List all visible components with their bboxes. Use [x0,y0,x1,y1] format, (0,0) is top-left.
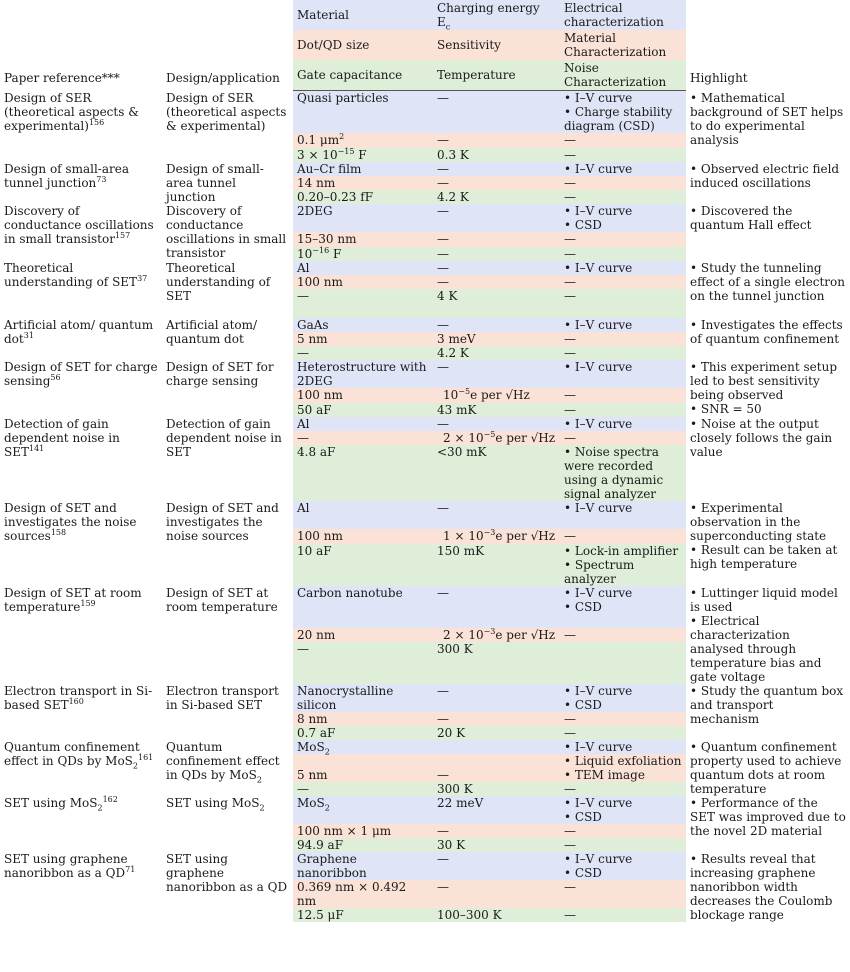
electrical-characterization-item: • CSD [564,218,682,232]
dot-size: 8 nm [293,712,433,726]
gate-capacitance: 0.20–0.23 fF [293,190,433,204]
material-characterization: — [560,628,686,642]
design-application: Design of small-area tunnel junction [166,162,264,204]
highlight [686,586,850,684]
sensitivity: — [433,754,560,782]
highlight [686,91,850,163]
design-application: Design of SER (theoretical aspects & experimental) [166,90,287,133]
design-application: Detection of gain dependent noise in SET [166,417,282,459]
sensitivity: — [433,824,560,838]
highlight-item: • Observed electric field induced oscillations [690,162,846,190]
header-highlight: Highlight [690,70,748,85]
sensitivity: — [433,133,560,148]
temperature: 4.2 K [433,346,560,360]
design-application: Electron transport in Si-based SET [166,684,279,712]
sensitivity: — [433,880,560,908]
highlight-item: • Study the quantum box and transport mechanism [690,684,846,726]
gate-capacitance: $3 \times 10^{-15}$ F [293,148,433,162]
highlight-item: • Performance of the SET was improved due to the novel 2D material [690,796,846,838]
electrical-characterization-item: • I–V curve [564,204,682,218]
charging-energy: — [433,684,560,712]
paper-reference: Quantum confinement effect in QDs by MoS$_2^{161}$ [4,740,154,771]
noise-characterization: — [560,403,686,417]
electrical-characterization-item: • CSD [564,810,682,824]
header-paper-reference: Paper reference*** [4,70,120,85]
electrical-characterization-item: • I–V curve [564,360,682,374]
temperature: 300 K [433,642,560,684]
gate-capacitance: $10^{-16}$ F [293,247,433,261]
design-application: Design of SET and investigates the noise sources [166,501,279,543]
table-row [0,417,850,431]
electrical-characterization-item: • I–V curve [564,318,682,332]
header-noise-characterization: Noise Characterization [560,60,686,91]
electrical-characterization [560,501,686,529]
electrical-characterization-item: • I–V curve [564,501,682,515]
temperature: 150 mK [433,544,560,586]
electrical-characterization [560,684,686,712]
highlight-item: • Electrical characterization analysed through temperature bias and gate voltage [690,614,846,684]
table-row [0,740,850,754]
electrical-characterization-item: • I–V curve [564,91,682,105]
highlight [686,417,850,501]
highlight [686,684,850,740]
gate-capacitance: — [293,289,433,318]
electrical-characterization [560,204,686,232]
highlight [686,501,850,586]
charging-energy [433,740,560,754]
dot-size: 14 nm [293,176,433,190]
sensitivity: — [433,176,560,190]
paper-reference: Design of SET for charge sensing$^{56}$ [4,360,158,388]
paper-reference: Design of small-area tunnel junction$^{73}$ [4,162,129,190]
charging-energy: — [433,318,560,332]
electrical-characterization [560,852,686,880]
sensitivity: $2 \times 10^{-5}e$ per √Hz [433,431,560,445]
material-characterization: — [560,431,686,445]
paper-reference: SET using graphene nanoribbon as a QD$^{71}$ [4,852,136,880]
electrical-characterization-item: • I–V curve [564,162,682,176]
highlight-item: • SNR = 50 [690,402,846,416]
header-material-characterization: Material Characterization [560,30,686,60]
highlight [686,162,850,204]
material-characterization: — [560,232,686,247]
highlight-item: • Results reveal that increasing graphene nanoribbon width decreases the Coulomb blockage range [690,852,846,922]
table-row [0,852,850,880]
noise-characterization [560,642,686,684]
highlight [686,318,850,360]
design-application: Artificial atom/ quantum dot [166,318,258,346]
gate-capacitance: — [293,346,433,360]
header-design-application: Design/application [166,70,280,85]
charging-energy: — [433,501,560,529]
header-electrical-characterization: Electrical characterization [560,0,686,30]
dot-size: 0.1 $\mu m^2$ [293,133,433,148]
material-characterization-item: • TEM image [564,768,682,782]
noise-characterization: — [560,190,686,204]
gate-capacitance: 4.8 aF [293,445,433,501]
electrical-characterization-item: • CSD [564,866,682,880]
electrical-characterization-item: • I–V curve [564,684,682,698]
noise-characterization: — [560,908,686,922]
header-row-1 [0,0,850,30]
material: GaAs [293,318,433,332]
temperature: 4 K [433,289,560,318]
temperature: 20 K [433,726,560,740]
electrical-characterization [560,261,686,275]
paper-reference: SET using MoS$_2^{162}$ [4,795,118,813]
design-application: Quantum confinement effect in QDs by MoS$_2$ [166,740,280,785]
material: Au–Cr film [293,162,433,176]
material-characterization: — [560,133,686,148]
material-characterization: — [560,712,686,726]
highlight [686,261,850,318]
electrical-characterization-item: • Charge stability diagram (CSD) [564,105,682,133]
gate-capacitance: 12.5 μF [293,908,433,922]
material: Quasi particles [293,91,433,134]
charging-energy: — [433,162,560,176]
design-application: SET using MoS$_2$ [166,796,265,813]
paper-reference: Artificial atom/ quantum dot$^{31}$ [4,318,154,346]
dot-size: 20 nm [293,628,433,642]
electrical-characterization [560,740,686,754]
highlight-item: • Study the tunneling effect of a single electron on the tunnel junction [690,261,846,303]
design-application: Theoretical understanding of SET [166,261,271,303]
highlight [686,740,850,796]
paper-reference: Theoretical understanding of SET$^{37}$ [4,261,148,289]
material-characterization: — [560,176,686,190]
sensitivity: — [433,232,560,247]
table-row [0,162,850,176]
dot-size: 5 nm [293,754,433,782]
charging-energy: — [433,586,560,628]
table-row [0,586,850,628]
material-characterization: — [560,880,686,908]
material-characterization-item: • Liquid exfoliation [564,754,682,768]
highlight [686,204,850,261]
noise-characterization: • Noise spectra were recorded using a dynamic signal analyzer [560,445,686,501]
table-row [0,796,850,824]
noise-characterization: — [560,148,686,162]
highlight-item: • Luttinger liquid model is used [690,586,846,614]
electrical-characterization-item: • I–V curve [564,796,682,810]
dot-size: 100 nm × 1 μm [293,824,433,838]
electrical-characterization-item: • I–V curve [564,417,682,431]
highlight-item: • Result can be taken at high temperature [690,543,846,571]
header-dot-size: Dot/QD size [293,30,433,60]
electrical-characterization-item: • I–V curve [564,586,682,600]
electrical-characterization [560,318,686,332]
sensitivity: — [433,275,560,289]
dot-size: 15–30 nm [293,232,433,247]
material: MoS$_2$ [293,796,433,824]
highlight [686,360,850,417]
paper-reference: Detection of gain dependent noise in SET$^{141}$ [4,417,120,459]
material-characterization: — [560,529,686,544]
charging-energy: — [433,261,560,275]
dot-size: 5 nm [293,332,433,346]
electrical-characterization [560,586,686,628]
highlight [686,796,850,852]
electrical-characterization [560,91,686,134]
material: MoS$_2$ [293,740,433,754]
noise-characterization: — [560,247,686,261]
sensitivity: $10^{-5}e$ per √Hz [433,388,560,403]
gate-capacitance: 10 aF [293,544,433,586]
electrical-characterization-item: • I–V curve [564,852,682,866]
paper-reference: Discovery of conductance oscillations in small transistor$^{157}$ [4,204,154,246]
table-row [0,501,850,529]
header-material: Material [293,0,433,30]
electrical-characterization-item: • CSD [564,698,682,712]
noise-characterization: — [560,838,686,852]
noise-characterization-item: • Spectrum analyzer [564,558,682,586]
highlight-item: • Quantum confinement property used to achieve quantum dots at room temperature [690,740,846,796]
electrical-characterization [560,417,686,431]
electrical-characterization-item: • I–V curve [564,740,682,754]
electrical-characterization-item: • CSD [564,600,682,614]
sensitivity: 3 meV [433,332,560,346]
charging-energy: — [433,204,560,232]
highlight-item: • Mathematical background of SET helps to do experimental analysis [690,91,846,147]
material-characterization: — [560,388,686,403]
material: Heterostructure with 2DEG [293,360,433,388]
charging-energy: 22 meV [433,796,560,824]
table-row [0,318,850,332]
temperature: 30 K [433,838,560,852]
material-characterization: — [560,275,686,289]
temperature: 0.3 K [433,148,560,162]
table-row [0,684,850,712]
header-charging-energy: Charging energy $E_c$ [433,0,560,30]
temperature: — [433,247,560,261]
material: Carbon nanotube [293,586,433,628]
material: Nanocrystalline silicon [293,684,433,712]
highlight-item: • Investigates the effects of quantum confinement [690,318,846,346]
noise-characterization-item: • Lock-in amplifier [564,544,682,558]
temperature: 100–300 K [433,908,560,922]
material-characterization: — [560,332,686,346]
design-application: Discovery of conductance oscillations in small transistor [166,204,287,260]
paper-reference: Design of SET and investigates the noise sources$^{158}$ [4,501,137,543]
material-characterization: — [560,824,686,838]
header-sensitivity: Sensitivity [433,30,560,60]
paper-reference: Design of SET at room temperature$^{159}$ [4,586,142,614]
design-application: SET using graphene nanoribbon as a QD [166,852,288,894]
table-row [0,91,850,134]
highlight [686,852,850,922]
paper-reference: Electron transport in Si-based SET$^{160}$ [4,684,153,712]
electrical-characterization-item: • I–V curve [564,261,682,275]
noise-characterization: — [560,782,686,796]
material: Graphene nanoribbon [293,852,433,880]
noise-characterization [560,544,686,586]
noise-characterization: — [560,726,686,740]
electrical-characterization [560,796,686,824]
electrical-characterization [560,360,686,388]
electrical-characterization [560,162,686,176]
highlight-item: • Discovered the quantum Hall effect [690,204,846,232]
charging-energy: — [433,91,560,134]
gate-capacitance: — [293,642,433,684]
charging-energy: — [433,852,560,880]
dot-size: 100 nm [293,275,433,289]
temperature: 300 K [433,782,560,796]
gate-capacitance: — [293,782,433,796]
material-characterization [560,754,686,782]
sensitivity: $2 \times 10^{-3}e$ per √Hz [433,628,560,642]
paper-reference: Design of SER (theoretical aspects & experimental)$^{156}$ [4,90,139,133]
table-row [0,360,850,388]
dot-size: 100 nm [293,529,433,544]
design-application: Design of SET at room temperature [166,586,278,614]
dot-size: 0.369 nm × 0.492 nm [293,880,433,908]
design-application: Design of SET for charge sensing [166,360,274,388]
highlight-item: • Noise at the output closely follows the gain value [690,417,846,459]
material: Al [293,417,433,431]
gate-capacitance: 0.7 aF [293,726,433,740]
gate-capacitance: 50 aF [293,403,433,417]
temperature: <30 mK [433,445,560,501]
temperature: 43 mK [433,403,560,417]
gate-capacitance: 94.9 aF [293,838,433,852]
sensitivity: — [433,712,560,726]
material: 2DEG [293,204,433,232]
noise-characterization: — [560,346,686,360]
material: Al [293,261,433,275]
noise-characterization: — [560,289,686,318]
header-temperature: Temperature [433,60,560,91]
charging-energy: — [433,360,560,388]
dot-size: 100 nm [293,388,433,403]
temperature: 4.2 K [433,190,560,204]
dot-size: — [293,431,433,445]
sensitivity: $1 \times 10^{-3}e$ per √Hz [433,529,560,544]
table-row [0,204,850,232]
table-row [0,261,850,275]
material: Al [293,501,433,529]
highlight-item: • This experiment setup led to best sensitivity being observed [690,360,846,402]
charging-energy: — [433,417,560,431]
highlight-item: • Experimental observation in the superconducting state [690,501,846,543]
header-gate-capacitance: Gate capacitance [293,60,433,91]
